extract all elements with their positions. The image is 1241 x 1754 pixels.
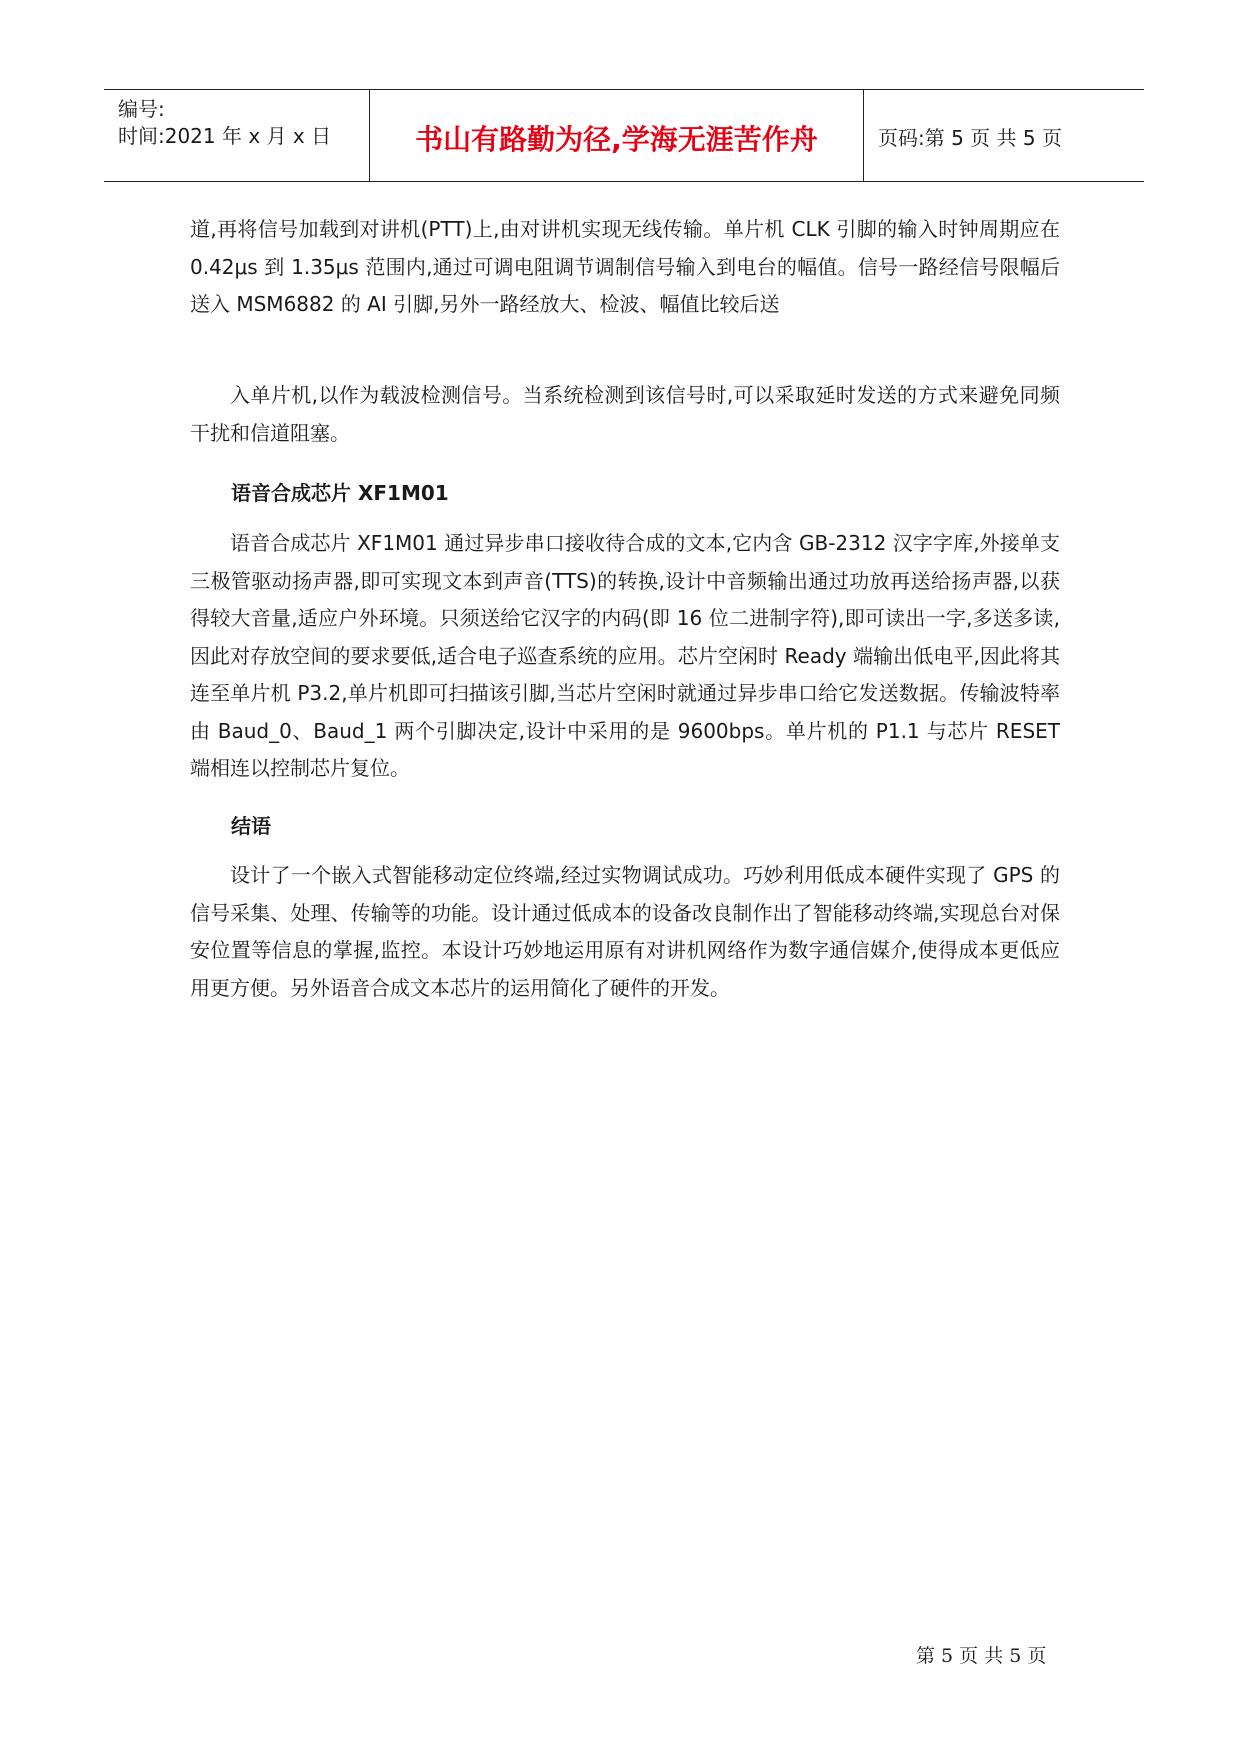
section-heading-conclusion: 结语 [231, 814, 271, 838]
header-page-cell [864, 90, 1144, 181]
page-header [104, 89, 1144, 182]
header-info-cell [104, 90, 370, 181]
header-motto-cell [370, 90, 864, 181]
paragraph-conclusion: 设计了一个嵌入式智能移动定位终端,经过实物调试成功。巧妙利用低成本硬件实现了 GPS 的信号采集、处理、传输等的功能。设计通过低成本的设备改良制作出了智能移动终端,实现总台对保安位置等信息的掌握,监控。本设计巧妙地运用原有对讲机网络作为数字通信媒介,使得成本更低应用更方便。另外语音合成文本芯片的运用简化了硬件的开发。 [190, 863, 1060, 1000]
paragraph-carrier-detection: 入单片机,以作为载波检测信号。当系统检测到该信号时,可以采取延时发送的方式来避免同频干扰和信道阻塞。 [190, 383, 1060, 445]
document-time-label: 时间:2021 年 x 月 x 日 [118, 124, 332, 148]
section-heading-voice-chip: 语音合成芯片 XF1M01 [231, 481, 449, 505]
document-number-label: 编号: [118, 97, 165, 121]
paragraph-continued: 道,再将信号加载到对讲机(PTT)上,由对讲机实现无线传输。单片机 CLK 引脚的输入时钟周期应在 0.42μs 到 1.35μs 范围内,通过可调电阻调节调制信号输入到电台的幅值。信号一路经信号限幅后送入 MSM6882 的 AI 引脚,另外一路经放大、检波、幅值比较后送 [190, 217, 1060, 316]
paragraph-voice-chip: 语音合成芯片 XF1M01 通过异步串口接收待合成的文本,它内含 GB-2312 汉字字库,外接单支三极管驱动扬声器,即可实现文本到声音(TTS)的转换,设计中音频输出通过功放再送给扬声器,以获得较大音量,适应户外环境。只须送给它汉字的内码(即 16 位二进制字符),即可读出一字,多送多读,因此对存放空间的要求要低,适合电子巡查系统的应用。芯片空闲时 Ready 端输出低电平,因此将其连至单片机 P3.2,单片机即可扫描该引脚,当芯片空闲时就通过异步串口给它发送数据。传输波特率由 Baud_0、Baud_1 两个引脚决定,设计中采用的是 9600bps。单片机的 P1.1 与芯片 RESET 端相连以控制芯片复位。 [190, 531, 1060, 780]
header-page-code: 页码:第 5 页 共 5 页 [878, 126, 1062, 150]
page-footer: 第 5 页 共 5 页 [916, 1645, 1047, 1667]
header-motto: 书山有路勤为径,学海无涯苦作舟 [415, 123, 818, 156]
